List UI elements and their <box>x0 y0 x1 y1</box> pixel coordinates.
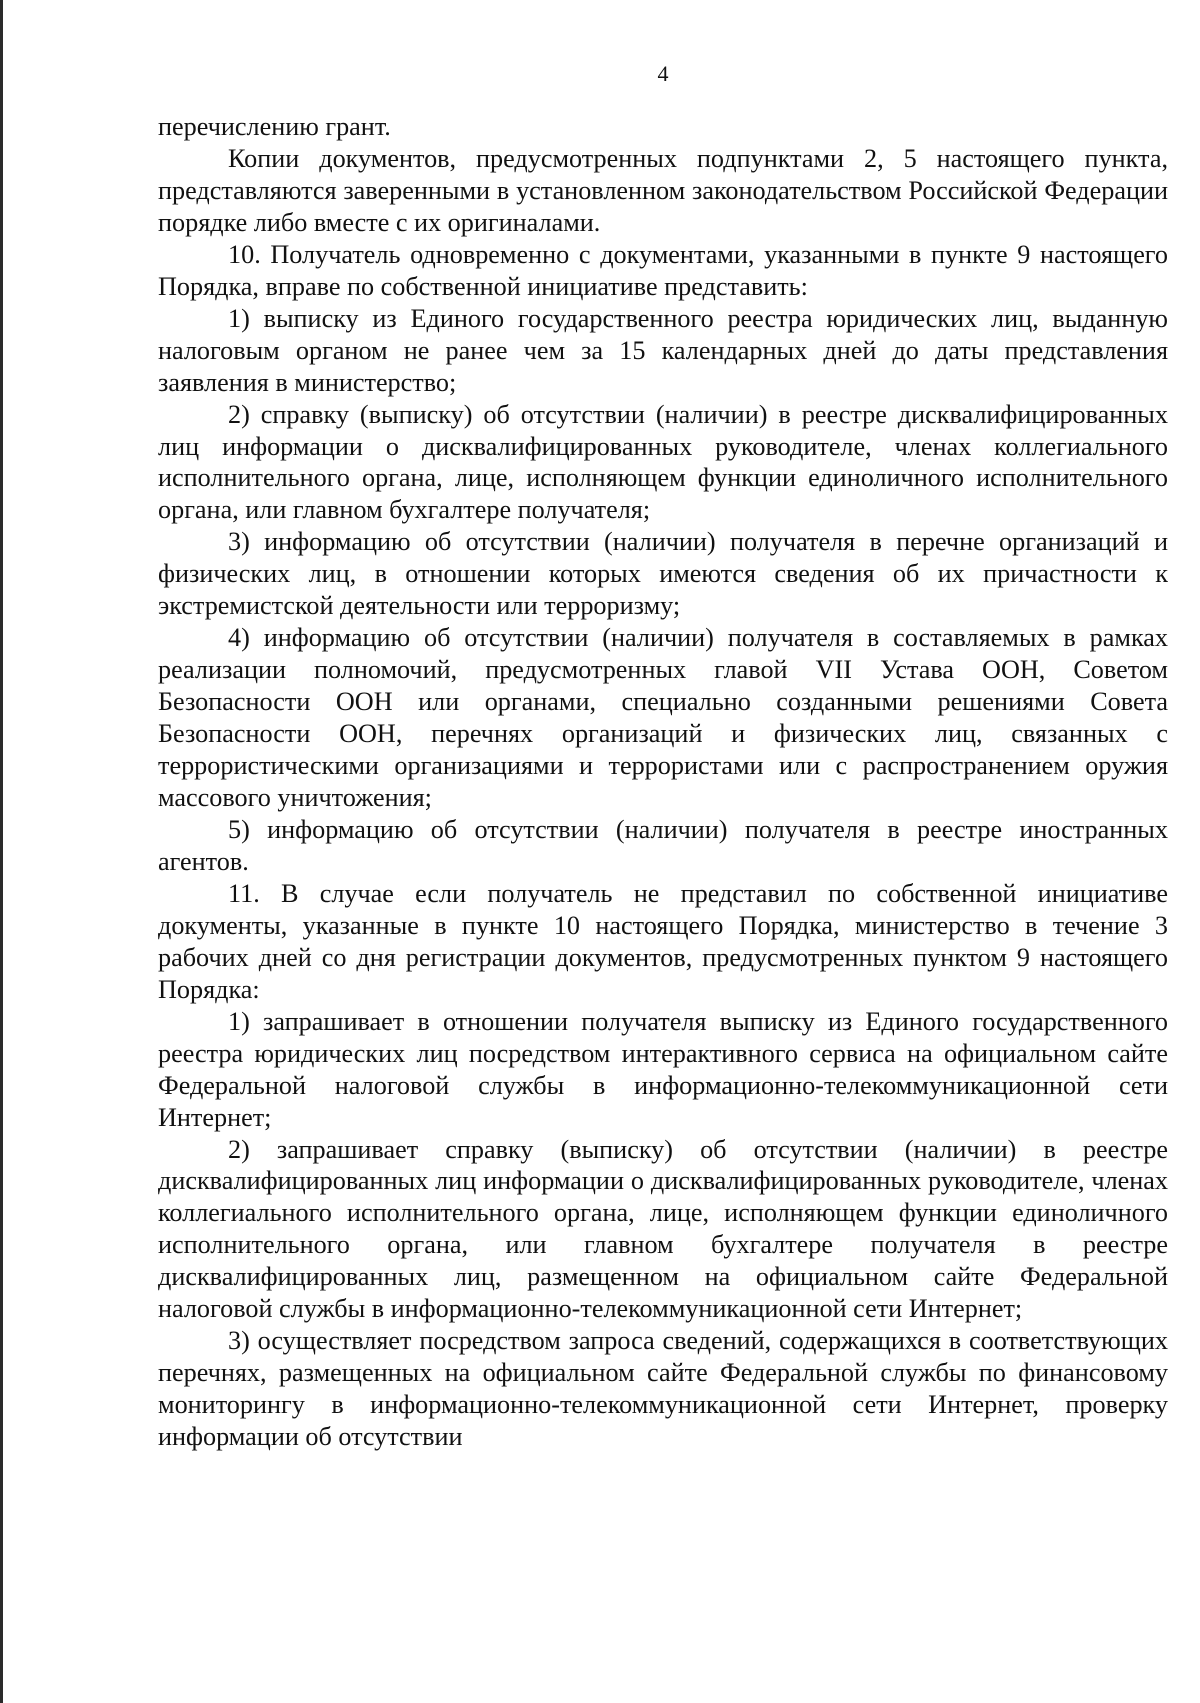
paragraph-clause-10-item-4: 4) информацию об отсутствии (наличии) получателя в составляемых в рамках реализации полномочий, предусмотренных главой VII Устава ООН, Советом Безопасности ООН или органами, специально созданными решениями Совета Безопасности ООН, перечнях организаций и физических лиц, связанных с террористическими организациями и террористами или с распространением оружия массового уничтожения; <box>158 623 1168 813</box>
paragraph-clause-10-item-1: 1) выписку из Единого государственного реестра юридических лиц, выданную налоговым органом не ранее чем за 15 календарных дней до даты представления заявления в министерство; <box>158 303 1168 397</box>
paragraph-clause-10-item-3: 3) информацию об отсутствии (наличии) получателя в перечне организаций и физических лиц, в отношении которых имеются сведения об их причастности к экстремистской деятельности или терроризму; <box>158 527 1168 621</box>
paragraph-clause-11-item-2: 2) запрашивает справку (выписку) об отсутствии (наличии) в реестре дисквалифицированных лиц информации о дисквалифицированных руководителе, членах коллегиального исполнительного органа, лице, исполняющем функции единоличного исполнительного органа, или главном бухгалтере получателя в реестре дисквалифицированных лиц, размещенном на официальном сайте Федеральной налоговой службы в информационно-телекоммуникационной сети Интернет; <box>158 1134 1168 1324</box>
document-page <box>158 0 1168 1703</box>
paragraph-clause-10: 10. Получатель одновременно с документами, указанными в пункте 9 настоящего Порядка, вправе по собственной инициативе представить: <box>158 239 1168 301</box>
paragraph-clause-11-item-1: 1) запрашивает в отношении получателя выписку из Единого государственного реестра юридических лиц посредством интерактивного сервиса на официальном сайте Федеральной налоговой службы в информационно-телекоммуникационной сети Интернет; <box>158 1006 1168 1132</box>
paragraph-document-copies: Копии документов, предусмотренных подпунктами 2, 5 настоящего пункта, представляются заверенными в установленном законодательством Российской Федерации порядке либо вместе с их оригиналами. <box>158 143 1168 237</box>
document-body <box>158 111 1168 1453</box>
paragraph-clause-11-item-3: 3) осуществляет посредством запроса сведений, содержащихся в соответствующих перечнях, размещенных на официальном сайте Федеральной службы по финансовому мониторингу в информационно-телекоммуникационной сети Интернет, проверку информации об отсутствии <box>158 1326 1168 1452</box>
paragraph-clause-10-item-5: 5) информацию об отсутствии (наличии) получателя в реестре иностранных агентов. <box>158 814 1168 876</box>
scan-edge-shadow <box>0 0 3 1703</box>
paragraph-clause-10-item-2: 2) справку (выписку) об отсутствии (наличии) в реестре дисквалифицированных лиц информации о дисквалифицированных руководителе, членах коллегиального исполнительного органа, лице, исполняющем функции единоличного исполнительного органа, или главном бухгалтере получателя; <box>158 399 1168 525</box>
page-number: 4 <box>657 61 669 86</box>
paragraph-grant-continuation: перечислению грант. <box>158 112 391 141</box>
paragraph-clause-11: 11. В случае если получатель не представил по собственной инициативе документы, указанные в пункте 10 настоящего Порядка, министерство в течение 3 рабочих дней со дня регистрации документов, предусмотренных пунктом 9 настоящего Порядка: <box>158 878 1168 1004</box>
